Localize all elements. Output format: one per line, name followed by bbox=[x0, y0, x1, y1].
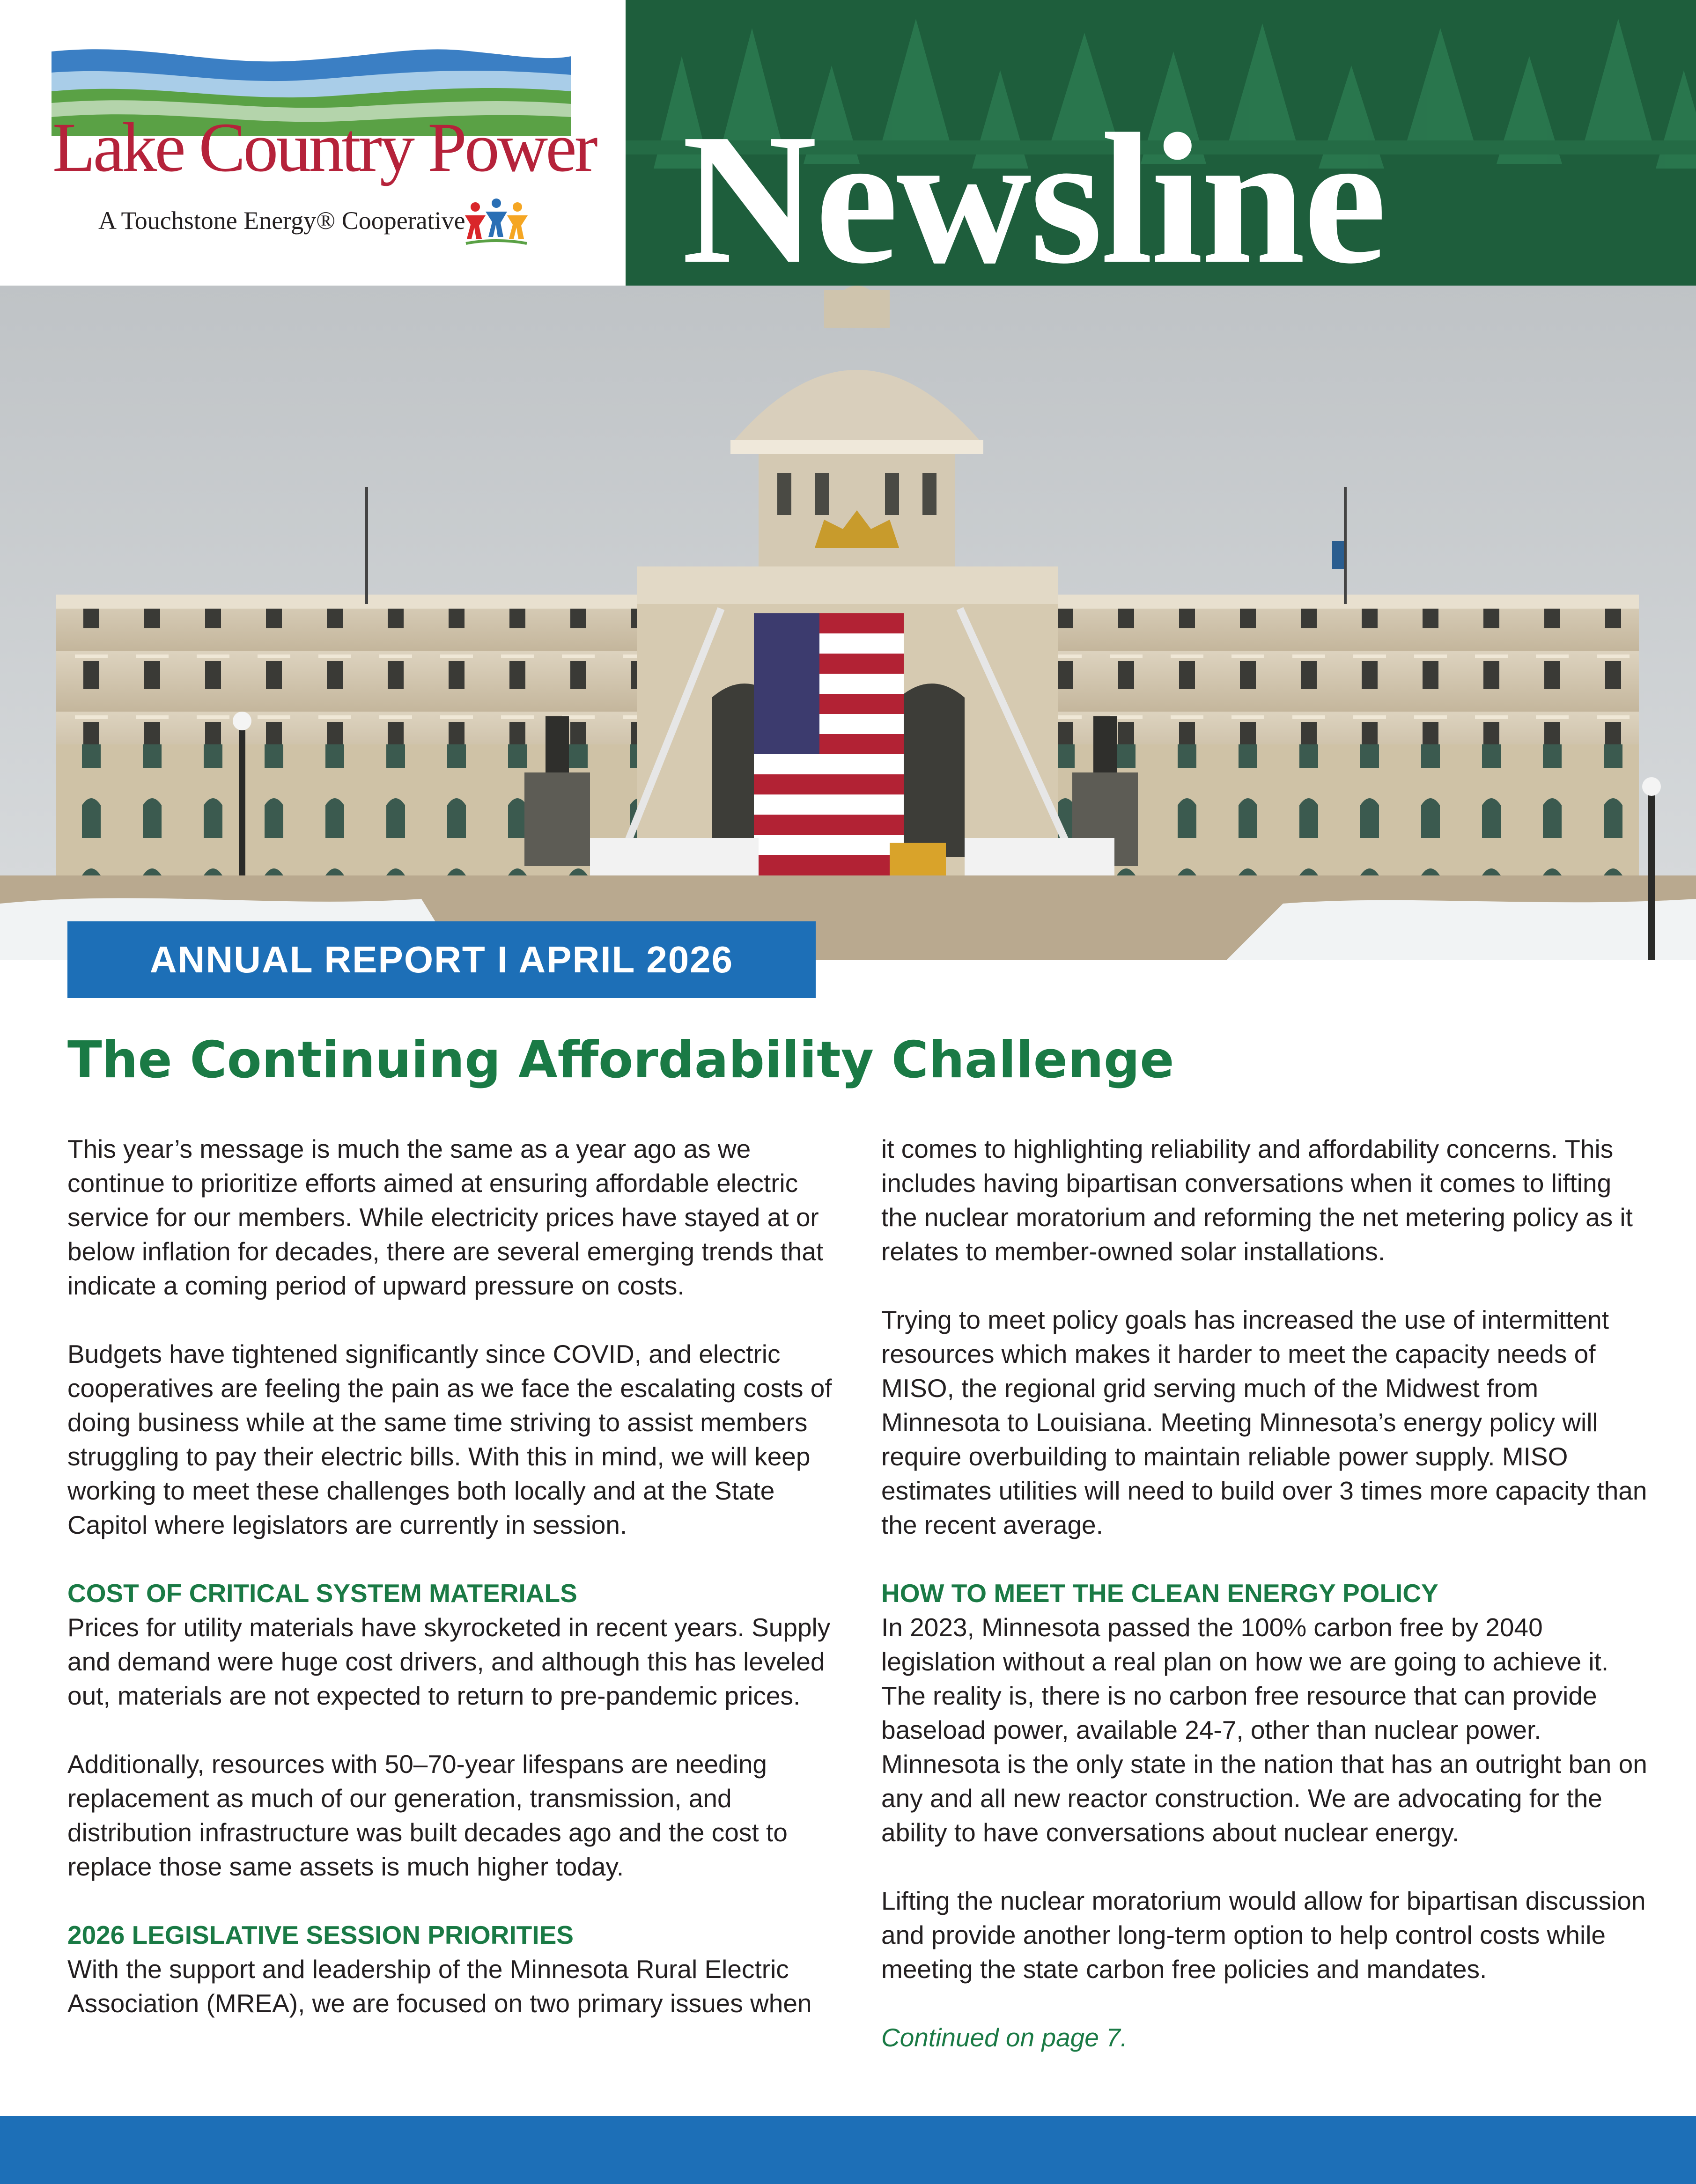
paragraph: Budgets have tightened significantly since COVID, and electric cooperatives are feeling the pain as we face the escalating costs of doing business while at the same time striving to assist members struggling to pay their electric bills. With this in mind, we will keep working to meet these challenges both locally and at the State Capitol where legislators are currently in session. bbox=[67, 1339, 832, 1539]
paragraph: With the support and leadership of the Minnesota Rural Electric Association (MREA), we are focused on two primary issues when bbox=[67, 1955, 812, 2018]
paragraph: it comes to highlighting reliability and affordability concerns. This includes having bipartisan conversations when it comes to lifting the nuclear moratorium and reforming the net metering policy as it relates to member-owned solar installations. bbox=[881, 1134, 1633, 1266]
logo-tagline: A Touchstone Energy® Cooperative bbox=[98, 206, 465, 235]
paragraph: Additionally, resources with 50–70-year lifespans are needing replacement as much of our generation, transmission, and distribution infrastructure was built decades ago and the cost to replace those same assets is much higher today. bbox=[67, 1750, 788, 1881]
masthead bbox=[0, 0, 1696, 286]
article-headline: The Continuing Affordability Challenge bbox=[67, 1031, 1174, 1089]
paragraph: Prices for utility materials have skyrocketed in recent years. Supply and demand were huge cost drivers, and although this has leveled out, materials are not expected to return to pre-pandemic prices. bbox=[67, 1613, 831, 1710]
american-flag bbox=[754, 613, 904, 875]
section-heading: 2026 LEGISLATIVE SESSION PRIORITIES bbox=[67, 1920, 574, 1949]
logo-name: Lake Country Power bbox=[52, 109, 596, 186]
section-heading: HOW TO MEET THE CLEAN ENERGY POLICY bbox=[881, 1579, 1438, 1608]
paragraph: This year’s message is much the same as a year ago as we continue to prioritize efforts aimed at ensuring affordable electric service for our members. While electricity prices have stayed at or below inflation for decades, there are several emerging trends that indicate a coming period of upward pressure on costs. bbox=[67, 1134, 824, 1300]
annual-report-badge: ANNUAL REPORT I APRIL 2026 bbox=[67, 921, 816, 998]
paragraph: Trying to meet policy goals has increased the use of intermittent resources which makes it harder to meet the capacity needs of MISO, the regional grid serving much of the Midwest from Minnesota to Louisiana. Meeting Minnesota’s energy policy will require overbuilding to maintain reliable power supply. MISO estimates utilities will need to build over 3 times more capacity than the recent average. bbox=[881, 1305, 1647, 1539]
continued-link[interactable]: Continued on page 7. bbox=[881, 2023, 1128, 2052]
paragraph: In 2023, Minnesota passed the 100% carbon free by 2040 legislation without a real plan on how we are going to achieve it. The reality is, there is no carbon free resource that can provide baseload power, available 24-7, other than nuclear power. Minnesota is the only state in the nation that has an outright ban on any and all new reactor construction. We are advocating for the ability to have conversations about nuclear energy. bbox=[881, 1613, 1647, 1847]
paragraph: Lifting the nuclear moratorium would allow for bipartisan discussion and provide another long-term option to help control costs while meeting the state carbon free policies and mandates. bbox=[881, 1886, 1646, 1984]
newsline-banner bbox=[626, 0, 1696, 286]
newsline-title: Newsline bbox=[682, 95, 1385, 286]
touchstone-people-icon bbox=[461, 197, 531, 248]
article-column-right bbox=[881, 1132, 1649, 2089]
state-capitol-building-photo bbox=[0, 286, 1696, 960]
footer-bar bbox=[0, 2116, 1696, 2184]
section-heading: COST OF CRITICAL SYSTEM MATERIALS bbox=[67, 1579, 577, 1608]
article-column-left bbox=[67, 1132, 835, 2055]
lake-country-power-logo[interactable] bbox=[0, 0, 626, 286]
